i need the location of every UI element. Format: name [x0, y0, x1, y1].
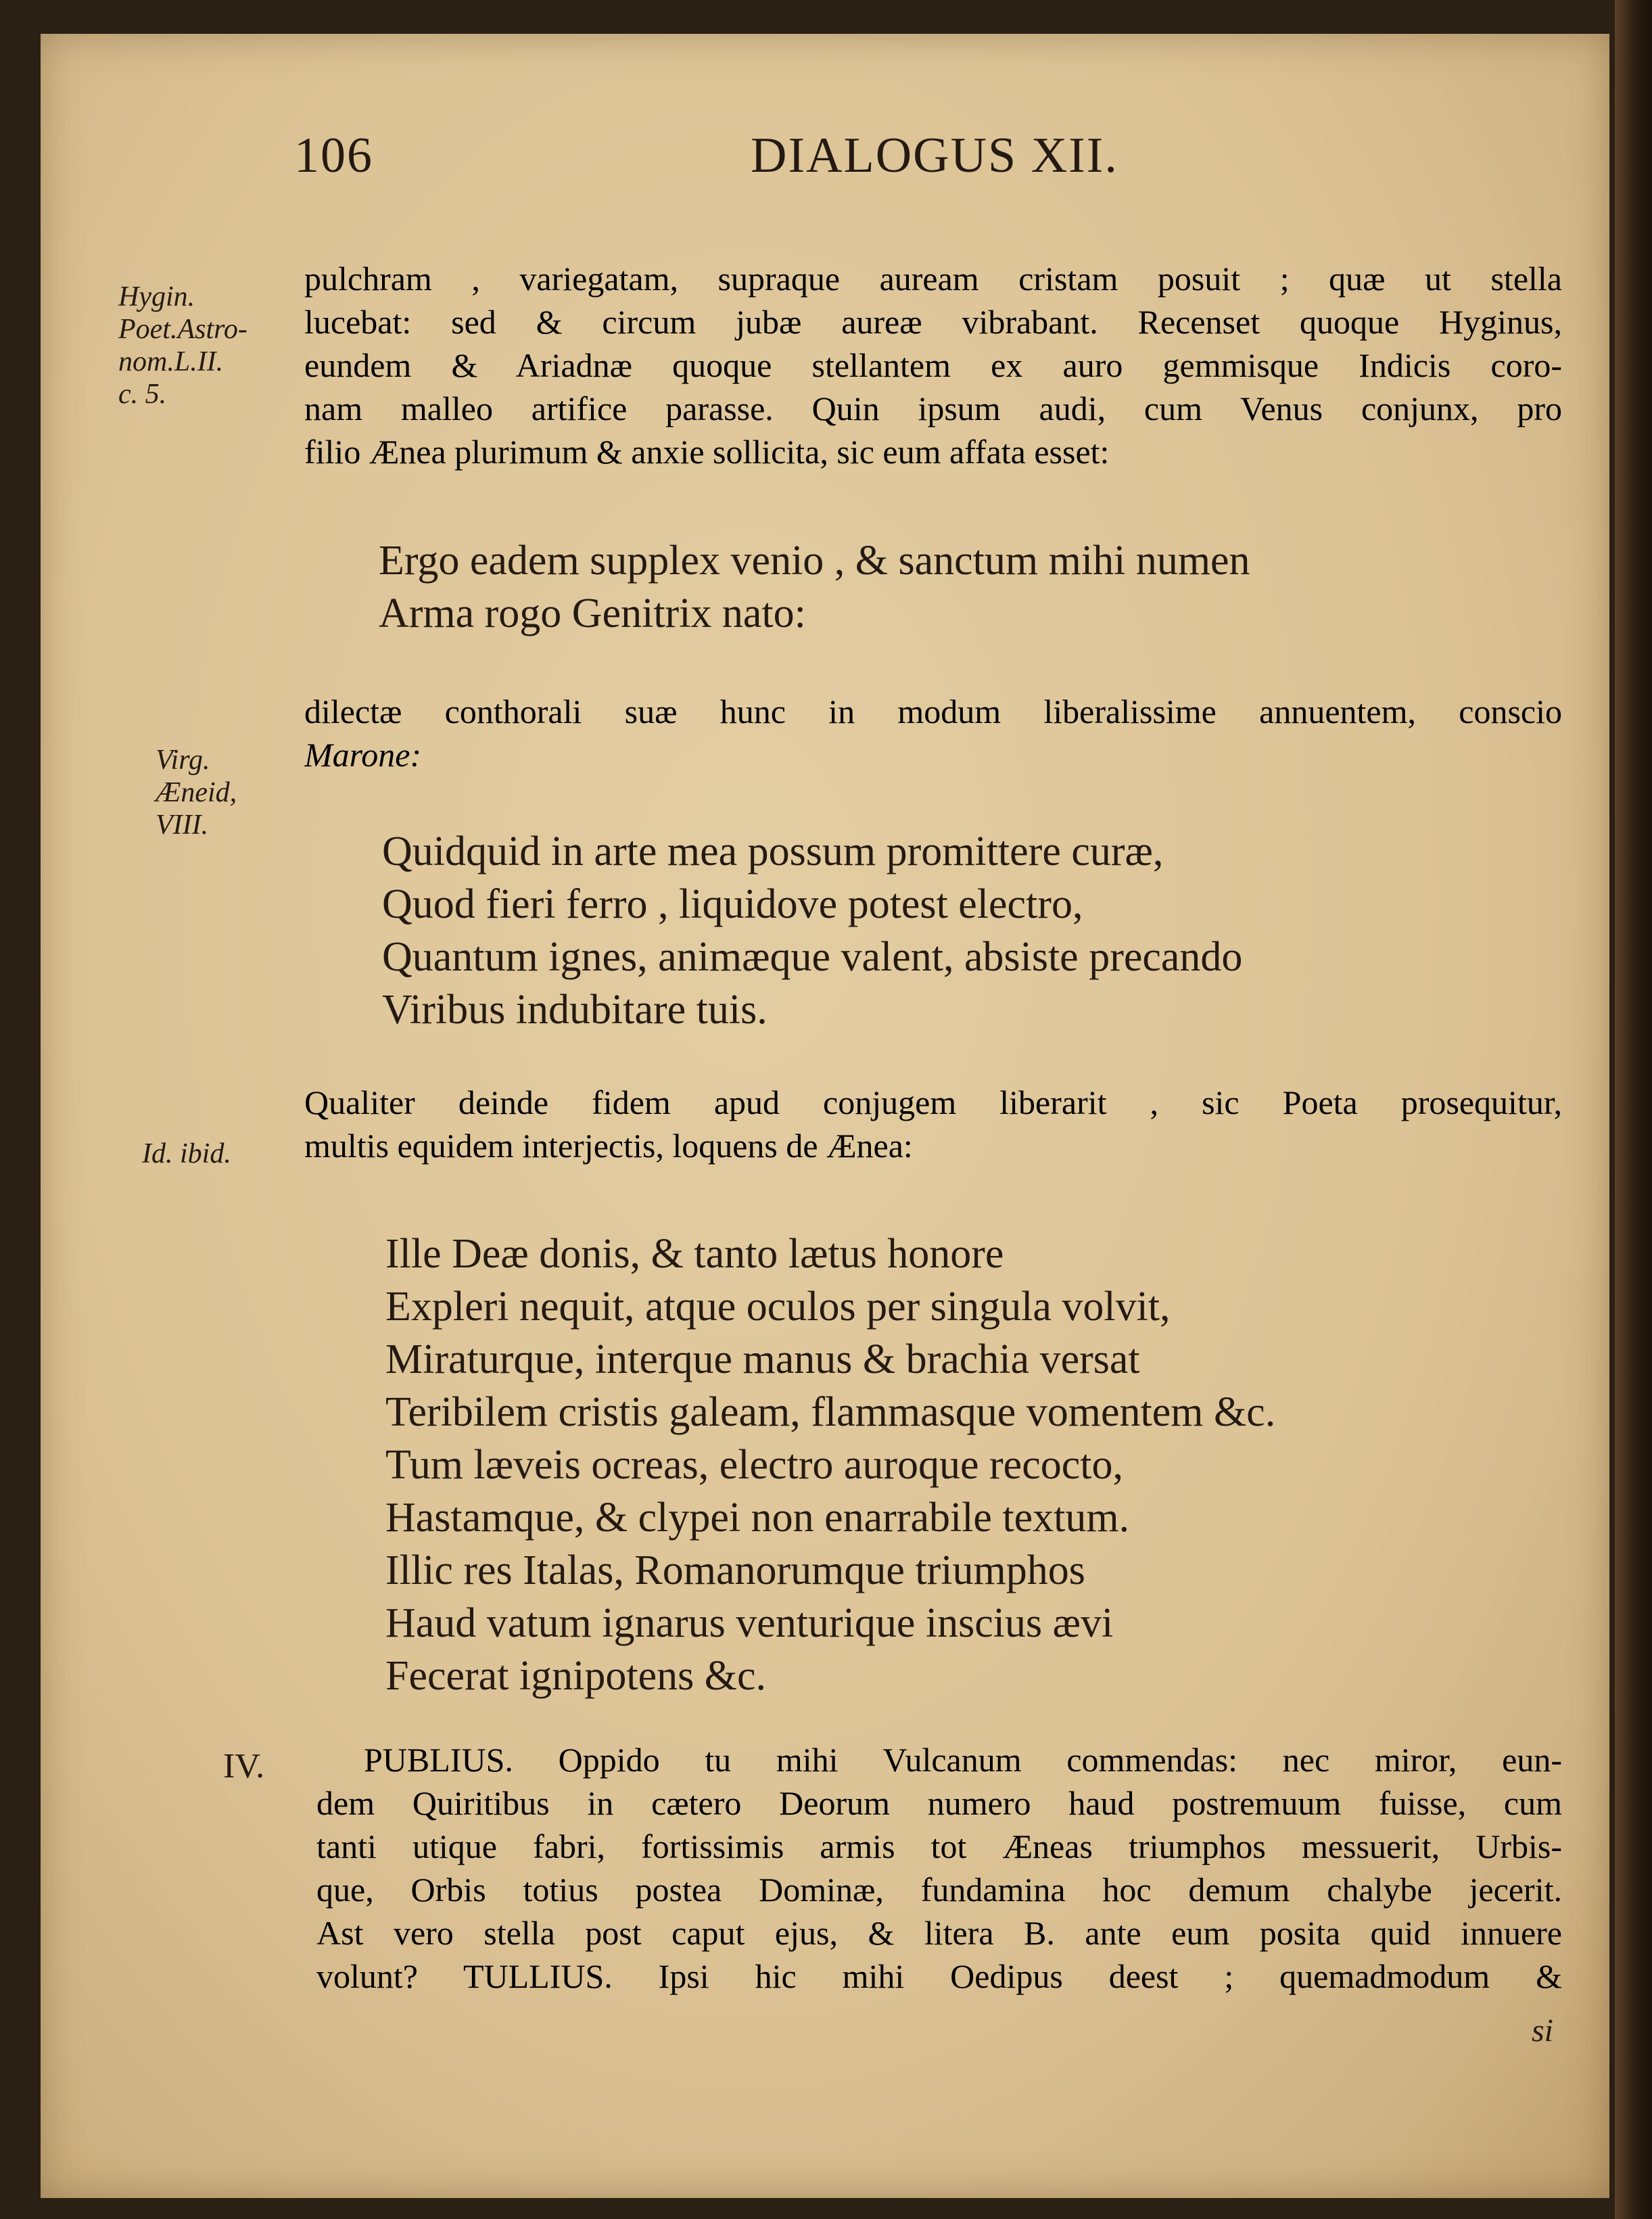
book-binding-edge — [1615, 0, 1652, 2219]
paragraph-4 — [316, 1738, 1562, 1998]
section-number: IV. — [223, 1747, 265, 1785]
verse-line: Haud vatum ignarus venturique inscius ævi — [385, 1600, 1114, 1646]
margin-note-virgil — [156, 744, 237, 841]
text-line: tanti utique fabri, fortissimis armis tot Æneas triumphos messuerit, Urbis- — [316, 1827, 1562, 1865]
text-line: Marone: — [304, 736, 422, 774]
margin-note-hyginus — [118, 281, 247, 411]
verse-block-3 — [385, 1228, 1275, 1702]
margin-note-line: Hygin. — [118, 281, 195, 312]
verse-line: Illic res Italas, Romanorumque triumphos — [385, 1547, 1085, 1593]
text-line: lucebat: sed & circum jubæ aureæ vibrabant. Recenset quoque Hyginus, — [304, 303, 1562, 341]
verse-line: Miraturque, interque manus & brachia versat — [385, 1336, 1140, 1382]
text-line: Ast vero stella post caput ejus, & litera B. ante eum posita quid innuere — [316, 1914, 1562, 1952]
text-line: dem Quiritibus in cætero Deorum numero haud postremuum fuisse, cum — [316, 1784, 1562, 1822]
verse-line: Fecerat ignipotens &c. — [385, 1653, 766, 1699]
verse-line: Teribilem cristis galeam, flammasque vomentem &c. — [385, 1389, 1276, 1435]
verse-block-2 — [382, 825, 1242, 1036]
text-line: multis equidem interjectis, loquens de Ænea: — [304, 1127, 913, 1165]
verse-line: Tum læveis ocreas, electro auroque recocto, — [385, 1442, 1123, 1488]
text-line: filio Ænea plurimum & anxie sollicita, sic eum affata esset: — [304, 433, 1110, 471]
margin-note-line: Id. ibid. — [142, 1138, 231, 1169]
text-line: dilectæ conthorali suæ hunc in modum liberalissime annuentem, conscio — [304, 693, 1562, 730]
verse-line: Expleri nequit, atque oculos per singula volvit, — [385, 1284, 1171, 1330]
paragraph-1 — [304, 257, 1562, 473]
book-page — [41, 34, 1609, 2198]
text-line: pulchram , variegatam, supraque auream cristam posuit ; quæ ut stella — [304, 260, 1562, 298]
verse-line: Arma rogo Genitrix nato: — [379, 590, 806, 636]
verse-line: Hastamque, & clypei non enarrabile textum. — [385, 1495, 1130, 1541]
text-line: eundem & Ariadnæ quoque stellantem ex auro gemmisque Indicis coro- — [304, 346, 1562, 384]
text-line: volunt? TULLIUS. Ipsi hic mihi Oedipus deest ; quemadmodum & — [316, 1957, 1562, 1995]
margin-note-line: c. 5. — [118, 379, 167, 410]
paragraph-3 — [304, 1081, 1562, 1167]
catchword: si — [1532, 2013, 1554, 2049]
text-line: que, Orbis totius postea Dominæ, fundamina hoc demum chalybe jecerit. — [316, 1871, 1562, 1909]
verse-line: Ergo eadem supplex venio , & sanctum mihi numen — [379, 538, 1250, 584]
page-number: 106 — [294, 128, 373, 183]
text-line: PUBLIUS. Oppido tu mihi Vulcanum commendas: nec miror, eun- — [364, 1741, 1562, 1779]
verse-line: Quantum ignes, animæque valent, absiste precando — [382, 934, 1243, 980]
verse-line: Viribus indubitare tuis. — [382, 987, 768, 1033]
verse-line: Quod fieri ferro , liquidove potest electro, — [382, 881, 1083, 927]
text-line: Qualiter deinde fidem apud conjugem liberarit , sic Poeta prosequitur, — [304, 1083, 1562, 1121]
verse-block-1 — [379, 534, 1250, 640]
margin-note-line: nom.L.II. — [118, 346, 224, 377]
verse-line: Quidquid in arte mea possum promittere curæ, — [382, 828, 1164, 874]
paragraph-2 — [304, 690, 1562, 776]
margin-note-line: Virg. — [156, 745, 210, 776]
margin-note-line: VIII. — [156, 810, 209, 841]
text-line: nam malleo artifice parasse. Quin ipsum audi, cum Venus conjunx, pro — [304, 390, 1562, 427]
verse-line: Ille Deæ donis, & tanto lætus honore — [385, 1231, 1004, 1277]
margin-note-line: Poet.Astro- — [118, 314, 247, 345]
margin-note-id-ibid — [142, 1138, 231, 1170]
running-title: DIALOGUS XII. — [751, 128, 1118, 183]
margin-note-line: Æneid, — [156, 777, 237, 808]
